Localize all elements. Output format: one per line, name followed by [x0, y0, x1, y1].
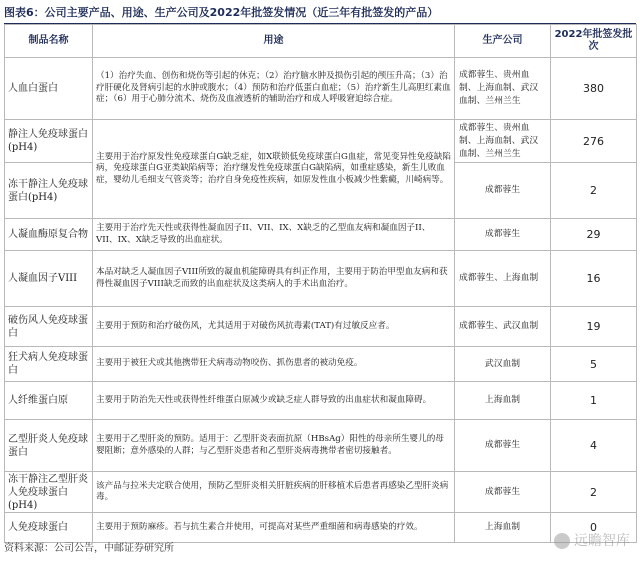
product-company: 上海血制 [455, 513, 551, 543]
product-batches: 1 [551, 382, 637, 420]
product-usage: 本品对缺乏人凝血因子VIII所致的凝血机能障碍具有纠正作用，主要用于防治甲型血友病和获得性凝血因子VIII缺乏而致的出血症状及这类病人的手术出血治疗。 [93, 251, 455, 307]
product-batches: 5 [551, 347, 637, 382]
product-name: 乙型肝炎人免疫球蛋白 [5, 420, 93, 472]
product-batches: 2 [551, 472, 637, 513]
product-company: 成都蓉生 [455, 472, 551, 513]
table-row [5, 513, 637, 543]
product-company: 成都蓉生 [455, 420, 551, 472]
product-name: 冻干静注人免疫球蛋白(pH4) [5, 163, 93, 219]
source-note: 资料来源：公司公告，中邮证券研究所 [4, 543, 174, 554]
product-name: 冻干静注乙型肝炎人免疫球蛋白(pH4) [5, 472, 93, 513]
product-company: 成都蓉生、贵州血制、上海血制、武汉血制、兰州兰生 [455, 58, 551, 120]
product-batches: 380 [551, 58, 637, 120]
product-company: 成都蓉生、武汉血制 [455, 307, 551, 347]
product-batches: 29 [551, 219, 637, 251]
product-usage: 主要用于被狂犬或其他携带狂犬病毒动物咬伤、抓伤患者的被动免疫。 [93, 347, 455, 382]
product-usage: 主要用于治疗先天性或获得性凝血因子II、VII、IX、X缺乏的乙型血友病和凝血因子II、VII、IX、X缺乏导致的出血症状。 [93, 219, 455, 251]
product-usage: （1）治疗失血、创伤和烧伤等引起的休克；（2）治疗脑水肿及损伤引起的颅压升高；（3）治疗肝硬化及肾病引起的水肿或腹水；（4）预防和治疗低蛋白血症；（5）治疗新生儿高胆红素血症；（6）用于心肺分流术、烧伤及血液透析的辅助治疗和成人呼吸窘迫综合症。 [93, 58, 455, 120]
product-batches: 16 [551, 251, 637, 307]
product-usage: 主要用于预防和治疗破伤风，尤其适用于对破伤风抗毒素(TAT)有过敏反应者。 [93, 307, 455, 347]
watermark-logo-icon [554, 533, 570, 549]
table-row [5, 219, 637, 251]
table-row [5, 251, 637, 307]
product-batches: 2 [551, 163, 637, 219]
product-name: 人凝血因子VIII [5, 251, 93, 307]
product-company: 成都蓉生、上海血制 [455, 251, 551, 307]
watermark-text: 远瞻智库 [574, 533, 630, 549]
product-company: 成都蓉生、贵州血制、上海血制、武汉血制、兰州兰生 [455, 120, 551, 163]
header-batches: 2022年批签发批次 [551, 25, 637, 58]
products-table [4, 24, 637, 543]
product-company: 成都蓉生 [455, 163, 551, 219]
product-name: 人血白蛋白 [5, 58, 93, 120]
table-row [5, 120, 637, 163]
product-name: 狂犬病人免疫球蛋白 [5, 347, 93, 382]
product-usage: 主要用于乙型肝炎的预防。适用于：乙型肝炎表面抗原（HBsAg）阳性的母亲所生婴儿的母婴阻断；意外感染的人群；与乙型肝炎患者和乙型肝炎病毒携带者密切接触者。 [93, 420, 455, 472]
watermark [554, 532, 630, 550]
product-company: 武汉血制 [455, 347, 551, 382]
table-row [5, 420, 637, 472]
header-company: 生产公司 [455, 25, 551, 58]
product-name: 静注人免疫球蛋白(pH4) [5, 120, 93, 163]
table-row [5, 347, 637, 382]
product-company: 上海血制 [455, 382, 551, 420]
header-usage: 用途 [93, 25, 455, 58]
product-usage: 该产品与拉米夫定联合使用，预防乙型肝炎相关肝脏疾病的肝移植术后患者再感染乙型肝炎病毒。 [93, 472, 455, 513]
product-name: 人纤维蛋白原 [5, 382, 93, 420]
figure-caption: 图表6：公司主要产品、用途、生产公司及2022年批签发情况（近三年有批签发的产品） [4, 3, 636, 24]
product-name: 人免疫球蛋白 [5, 513, 93, 543]
table-row [5, 382, 637, 420]
product-batches: 19 [551, 307, 637, 347]
table-row [5, 472, 637, 513]
product-batches: 276 [551, 120, 637, 163]
product-name: 破伤风人免疫球蛋白 [5, 307, 93, 347]
product-usage: 主要用于治疗原发性免疫球蛋白G缺乏症，如X联锁低免疫球蛋白G血症，常见变异性免疫缺陷病，免疫球蛋白G亚类缺陷病等；治疗继发性免疫球蛋白G缺陷病，如重症感染，新生儿败血症，婴幼儿毛细支气管炎等；治疗自身免疫性疾病，如原发性血小板减少性紫癜，川崎病等。 [93, 120, 455, 219]
table-row [5, 307, 637, 347]
product-batches: 4 [551, 420, 637, 472]
table-header-row [5, 25, 637, 58]
header-product-name: 制品名称 [5, 25, 93, 58]
table-row [5, 58, 637, 120]
product-usage: 主要用于防治先天性或获得性纤维蛋白原减少或缺乏症人群导致的出血症状和凝血障碍。 [93, 382, 455, 420]
product-batches: 0 [551, 513, 637, 543]
product-company: 成都蓉生 [455, 219, 551, 251]
product-usage: 主要用于预防麻疹。若与抗生素合并使用，可提高对某些严重细菌和病毒感染的疗效。 [93, 513, 455, 543]
product-name: 人凝血酶原复合物 [5, 219, 93, 251]
